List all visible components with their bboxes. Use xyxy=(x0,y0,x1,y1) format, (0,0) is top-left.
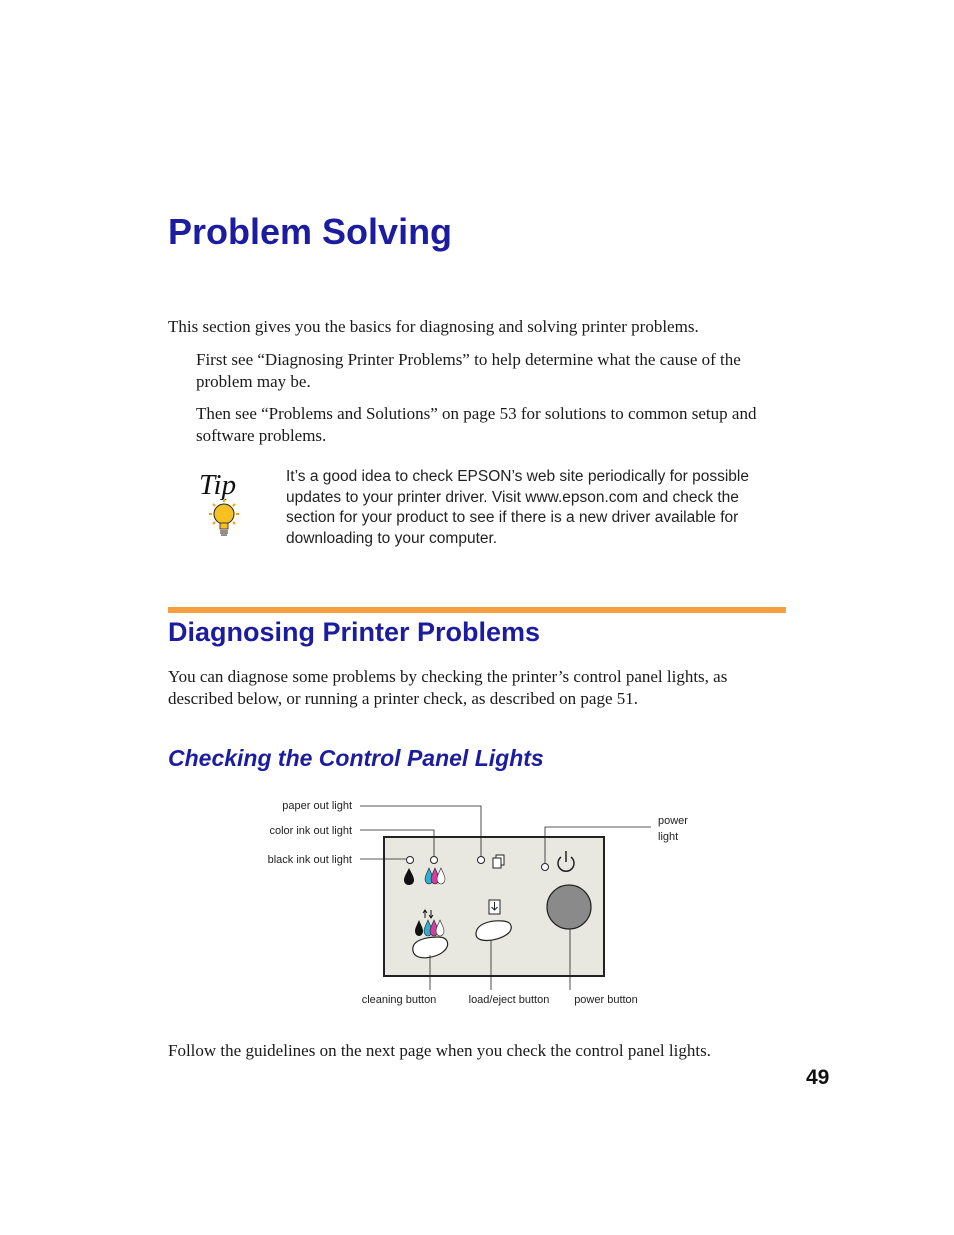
color-ink-drops-icon xyxy=(425,868,445,884)
power-light xyxy=(542,864,549,871)
subsection-title: Checking the Control Panel Lights xyxy=(168,745,544,771)
color-ink-out-light xyxy=(431,857,438,864)
tip-label: Tip xyxy=(199,469,237,501)
power-button[interactable] xyxy=(547,885,591,929)
tip-lightbulb-icon xyxy=(196,466,252,547)
paper-out-light xyxy=(478,857,485,864)
intro-paragraph: This section gives you the basics for diagnosing and solving printer problems. xyxy=(168,317,699,336)
step-2-paragraph: Then see “Problems and Solutions” on page 53 for solutions to common setup and software problems. xyxy=(196,404,757,445)
cleaning-button[interactable] xyxy=(413,937,448,958)
paper-out-light-label: paper out light xyxy=(282,800,352,812)
load-eject-button-label: load/eject button xyxy=(468,994,550,1006)
follow-paragraph: Follow the guidelines on the next page when you check the control panel lights. xyxy=(168,1041,711,1060)
page-title: Problem Solving xyxy=(168,211,453,252)
black-ink-drop-icon xyxy=(404,868,414,885)
power-button-label: power button xyxy=(574,994,638,1006)
color-ink-out-light-label: color ink out light xyxy=(269,825,352,837)
power-light-label-line2: light xyxy=(658,831,679,843)
black-ink-out-light-label: black ink out light xyxy=(267,854,352,866)
section-divider xyxy=(168,607,786,613)
cleaning-button-label: cleaning button xyxy=(361,994,437,1006)
section-title: Diagnosing Printer Problems xyxy=(168,617,541,647)
control-panel xyxy=(384,837,604,976)
black-ink-out-light xyxy=(407,857,414,864)
step-1-paragraph: First see “Diagnosing Printer Problems” to help determine what the cause of the problem may be. xyxy=(196,350,741,391)
load-eject-button[interactable] xyxy=(476,921,511,941)
paper-icon xyxy=(493,855,504,868)
page-number: 49 xyxy=(806,1066,830,1089)
load-eject-icon xyxy=(489,900,500,914)
power-light-label-line1: power xyxy=(658,815,688,827)
section-paragraph: You can diagnose some problems by checking the printer’s control panel lights, as described below, or running a printer check, as described on page 51. xyxy=(168,667,728,708)
cleaning-icon xyxy=(415,910,444,936)
power-symbol-icon xyxy=(558,851,574,871)
tip-text: It’s a good idea to check EPSON’s web site periodically for possible updates to your printer driver. Visit www.epson.com and check the section for your product to see if there is a new driver available for downloading to your computer. xyxy=(286,468,749,547)
